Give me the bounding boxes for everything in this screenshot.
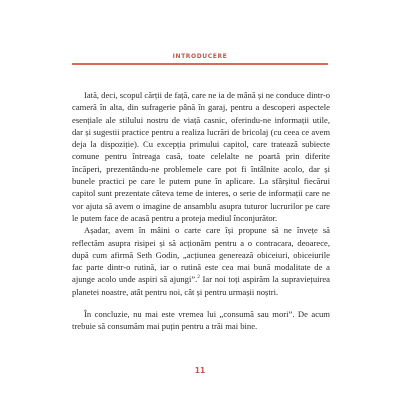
page-number: 11: [194, 366, 206, 375]
running-head: INTRODUCERE: [172, 53, 228, 60]
paragraph-waste-text: Așadar, avem în mâini o carte care își propune să ne învețe să reflectăm asupra risipei și să acționăm pentru a o contracara, deoarece, după cum afirmă Seth Godin, „acțiunea generează obiceiuri, obiceiurile fac parte dintr-o rutină, iar o rutină este cea mai bună modalitate de a ajunge acolo unde aspiri să ajungi”.: [72, 225, 330, 285]
header-rule: [72, 63, 328, 65]
body-text: [72, 89, 330, 333]
paragraph-waste: [72, 224, 330, 298]
footnote-marker[interactable]: 2: [197, 275, 200, 281]
paragraph-conclusion: În concluzie, nu mai este vremea lui „consumă sau mori”. De acum trebuie să consumăm mai puțin pentru a trăi mai bine.: [72, 309, 330, 332]
paragraph-purpose: Iată, deci, scopul cărții de față, care ne ia de mână și ne conduce dintr-o cameră în alta, din sufragerie până în garaj, pentru a descoperi aspectele esențiale ale stilului nostru de viață casnic, oferindu-ne informații utile, dar și sugestii practice pentru a realiza lucrări de bricolaj (cu ceea ce avem deja la dispoziție). Cu excepția primului capitol, care tratează subiecte comune pentru întreaga casă, toate celelalte ne poartă prin diferite încăperi, prezentându-ne problemele care pot fi întâlnite acolo, dar și bunele practici pe care le putem pune în aplicare. La sfârșitul fiecărui capitol sunt prezentate câteva teme de interes, o serie de informații care ne vor ajuta să avem o imagine de ansamblu asupra tuturor lucrurilor pe care le putem face de acasă pentru a proteja mediul înconjurător.: [72, 90, 330, 223]
paragraph-waste-text-end: Iar noi toți aspirăm la supraviețuirea planetei noastre, atât pentru noi, cât și pentru urmașii noștri.: [72, 274, 330, 297]
